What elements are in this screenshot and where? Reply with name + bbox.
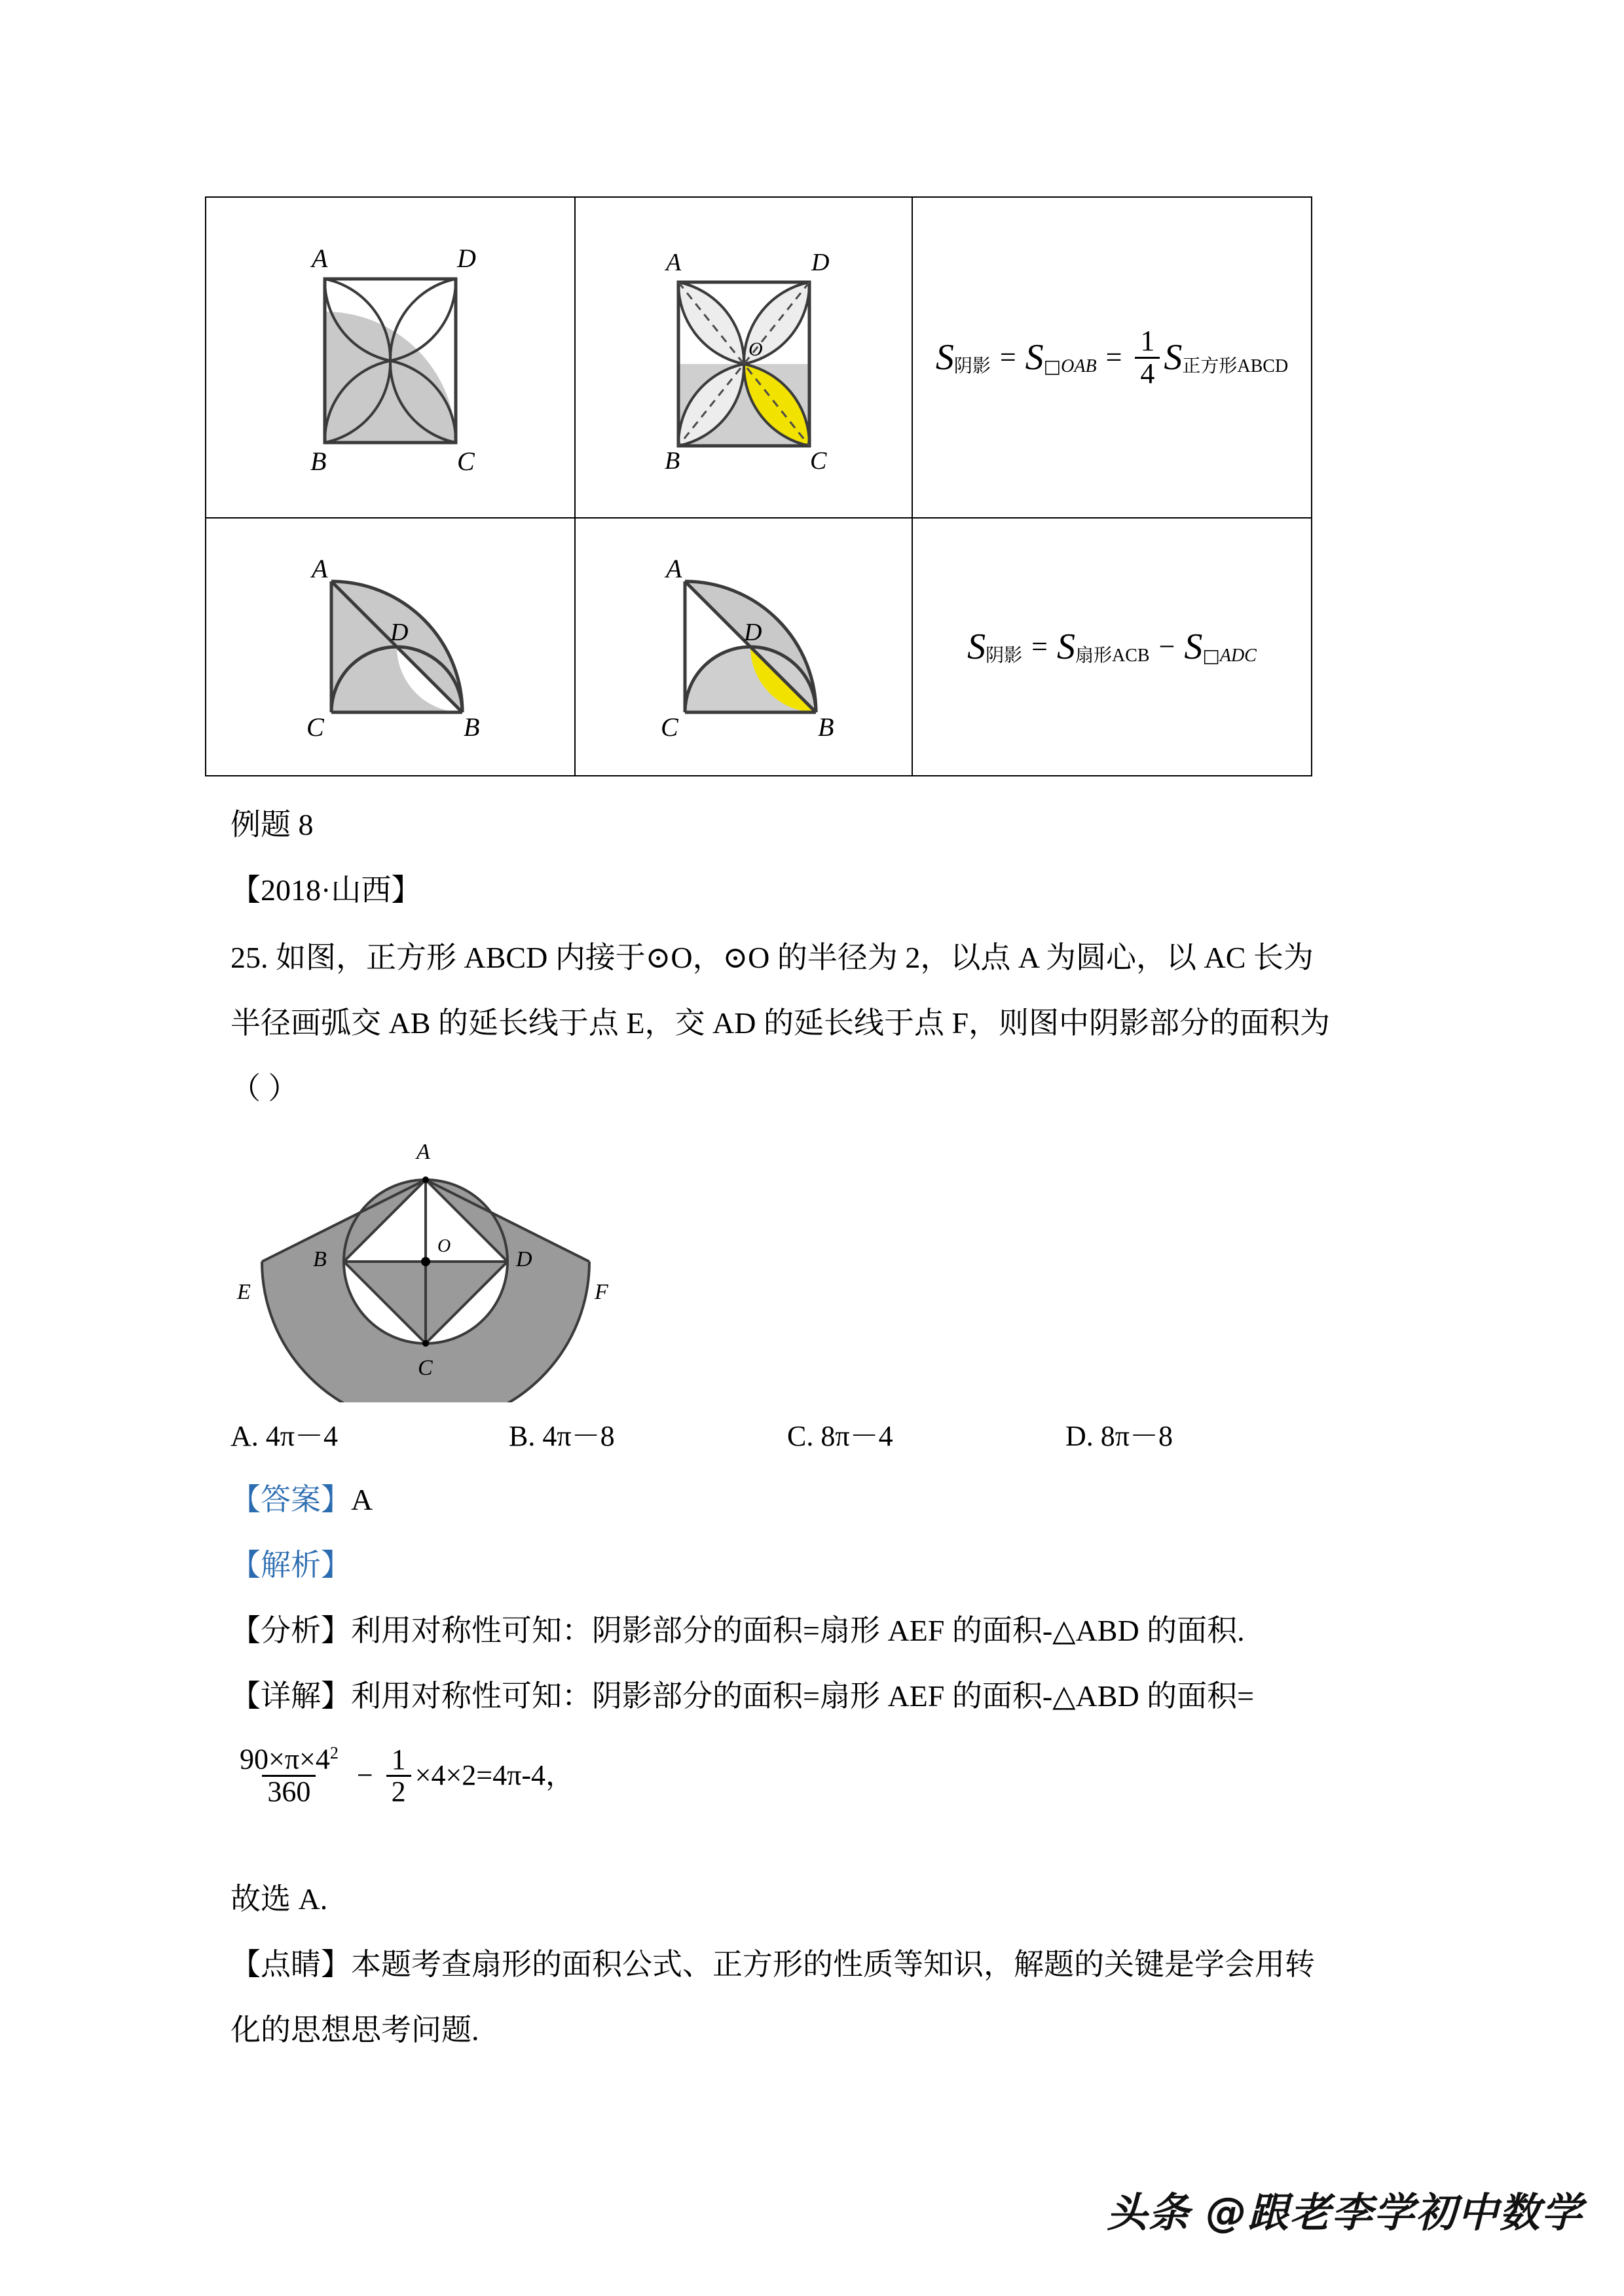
- formula2-S-right: S: [1184, 627, 1203, 667]
- row2-figure-shaded-cell: [206, 518, 575, 776]
- row1-figure-highlight-cell: [575, 197, 912, 518]
- vertex-label-C: C: [457, 446, 475, 475]
- vertex-label-B: B: [310, 446, 327, 475]
- formula2-sub-sector-acb: 扇形ACB: [1075, 646, 1150, 666]
- option-d-text: 8π－8: [1100, 1420, 1173, 1452]
- main-label-C: C: [418, 1356, 433, 1380]
- formula-equals-2: =: [1105, 341, 1122, 373]
- formula2-minus: −: [1158, 630, 1175, 663]
- solution-math-minus: −: [356, 1759, 373, 1792]
- solution-fraction-2-denominator: 2: [386, 1775, 411, 1807]
- question-line-2: 半径画弧交 AB 的延长线于点 E，交 AD 的延长线于点 F，则图中阴影部分的面积为: [231, 1006, 1331, 1040]
- option-c-text: 8π－4: [821, 1420, 893, 1452]
- row2-formula-cell: [912, 518, 1312, 776]
- answer-label: 【答案】: [231, 1483, 351, 1516]
- solution-frac1-exponent: 2: [329, 1743, 339, 1763]
- examples-figure-table: [205, 196, 1312, 776]
- solution-fraction-2-numerator: 1: [391, 1743, 406, 1776]
- square-four-petal-diagram: [292, 240, 489, 475]
- vertex-label-C: C: [306, 712, 324, 738]
- vertex-label-D: D: [743, 619, 762, 646]
- solution-math-tail: ×4×2=4π-4，: [415, 1759, 574, 1792]
- square-four-petal-highlight-diagram: [649, 243, 839, 472]
- row1-figure-shaded: [206, 198, 574, 517]
- question-line-3: （ ）: [231, 1072, 299, 1105]
- formula2-sub-shadow: 阴影: [986, 646, 1023, 666]
- answer-value: A: [351, 1483, 373, 1516]
- watermark-text: 头条 @跟老李学初中数学: [1107, 2189, 1583, 2236]
- row1-figure-shaded-cell: [206, 197, 575, 518]
- formula2-sub-adc: ADC: [1219, 646, 1257, 666]
- vertex-label-A: A: [312, 555, 328, 583]
- row2-figure-shaded: [206, 519, 574, 775]
- answer-options: [231, 1412, 1344, 1454]
- option-b-key: B.: [509, 1420, 536, 1452]
- answer-row: [231, 1485, 373, 1515]
- detailed-solution-paragraph: 【详解】利用对称性可知：阴影部分的面积=扇形 AEF 的面积-△ABD 的面积=: [231, 1679, 1255, 1713]
- solution-frac1-num-text: 90×π×4: [240, 1743, 330, 1776]
- main-geometry-figure: [236, 1121, 629, 1402]
- main-label-O: O: [437, 1236, 451, 1256]
- option-a-text: 4π－4: [265, 1420, 338, 1452]
- vertex-label-B: B: [664, 447, 680, 472]
- formula-sub-OAB: OAB: [1061, 356, 1097, 376]
- solution-fraction-1-denominator: 360: [262, 1775, 316, 1807]
- option-d-key: D.: [1065, 1420, 1094, 1452]
- option-a-key: A.: [231, 1420, 259, 1452]
- dianjing-line-1: 【点睛】本题考查扇形的面积公式、正方形的性质等知识，解题的关键是学会用转: [231, 1948, 1315, 1981]
- fraction-denominator: 4: [1135, 357, 1160, 389]
- row2-formula: [967, 629, 1257, 665]
- row1-formula: [936, 326, 1288, 388]
- vertex-label-C: C: [809, 447, 826, 472]
- main-label-F: F: [595, 1280, 608, 1304]
- table-row: [206, 518, 1312, 776]
- analysis-label: 【解析】: [231, 1548, 351, 1582]
- center-label-O: O: [748, 338, 763, 360]
- vertex-label-D: D: [811, 249, 829, 276]
- main-label-D: D: [516, 1247, 532, 1271]
- square-inscribed-circle-arc-diagram: [236, 1121, 629, 1402]
- formula2-equals: =: [1031, 630, 1048, 663]
- source-tag: 【2018·山西】: [231, 873, 422, 907]
- option-d[interactable]: [1065, 1412, 1344, 1454]
- vertex-label-C: C: [660, 712, 678, 738]
- formula-S-right: S: [1164, 337, 1183, 378]
- formula-S-left: S: [935, 337, 954, 378]
- formula-S-mid: S: [1025, 337, 1044, 378]
- solution-fraction-2: [386, 1745, 411, 1807]
- vertex-label-A: A: [665, 555, 682, 583]
- main-label-E: E: [237, 1280, 251, 1304]
- dianjing-line-2: 化的思想思考问题.: [231, 2013, 479, 2047]
- row2-figure-highlight-cell: [575, 518, 912, 776]
- formula-sub-shadow: 阴影: [953, 356, 991, 376]
- question-line-1: 25. 如图，正方形 ABCD 内接于⊙O，⊙O 的半径为 2，以点 A 为圆心，以 AC 长为: [231, 941, 1314, 974]
- option-c[interactable]: [787, 1412, 1065, 1454]
- option-c-key: C.: [787, 1420, 814, 1452]
- vertex-label-A: A: [665, 249, 681, 276]
- analysis-paragraph: 【分析】利用对称性可知：阴影部分的面积=扇形 AEF 的面积-△ABD 的面积.: [231, 1614, 1245, 1647]
- main-label-A: A: [416, 1140, 430, 1164]
- vertex-label-A: A: [312, 244, 328, 273]
- vertex-label-B: B: [817, 712, 834, 738]
- quarter-circle-semicircle-diagram: [292, 555, 489, 738]
- formula-equals-1: =: [999, 341, 1016, 373]
- option-b-text: 4π－8: [542, 1420, 615, 1452]
- solution-fraction-1: [234, 1744, 344, 1807]
- row2-figure-highlight: [576, 519, 912, 775]
- table-row: [206, 197, 1312, 518]
- formula-sub-square-abcd: 正方形ABCD: [1182, 356, 1289, 376]
- formula-sub-square-glyph: □: [1043, 355, 1061, 377]
- example-label: 例题 8: [231, 808, 314, 841]
- formula2-S-left: S: [967, 627, 986, 667]
- formula-fraction-one-quarter: [1135, 326, 1160, 388]
- row1-figure-highlight: [576, 198, 912, 517]
- conclusion-line: 故选 A.: [231, 1882, 328, 1916]
- row1-formula-cell: [912, 197, 1312, 518]
- solution-math-expression: [231, 1744, 574, 1807]
- quarter-circle-semicircle-highlight-diagram: [649, 555, 839, 738]
- option-b[interactable]: [509, 1412, 787, 1454]
- vertex-label-D: D: [390, 619, 409, 646]
- option-a[interactable]: [231, 1412, 509, 1454]
- solution-fraction-1-numerator: [234, 1744, 344, 1775]
- fraction-numerator: 1: [1140, 325, 1155, 357]
- formula2-sub-square-glyph: □: [1202, 645, 1220, 666]
- formula2-S-mid: S: [1056, 627, 1075, 667]
- vertex-label-D: D: [457, 244, 476, 273]
- vertex-label-B: B: [464, 712, 480, 738]
- main-label-B: B: [313, 1247, 327, 1271]
- solution-display-math: [231, 1741, 574, 1807]
